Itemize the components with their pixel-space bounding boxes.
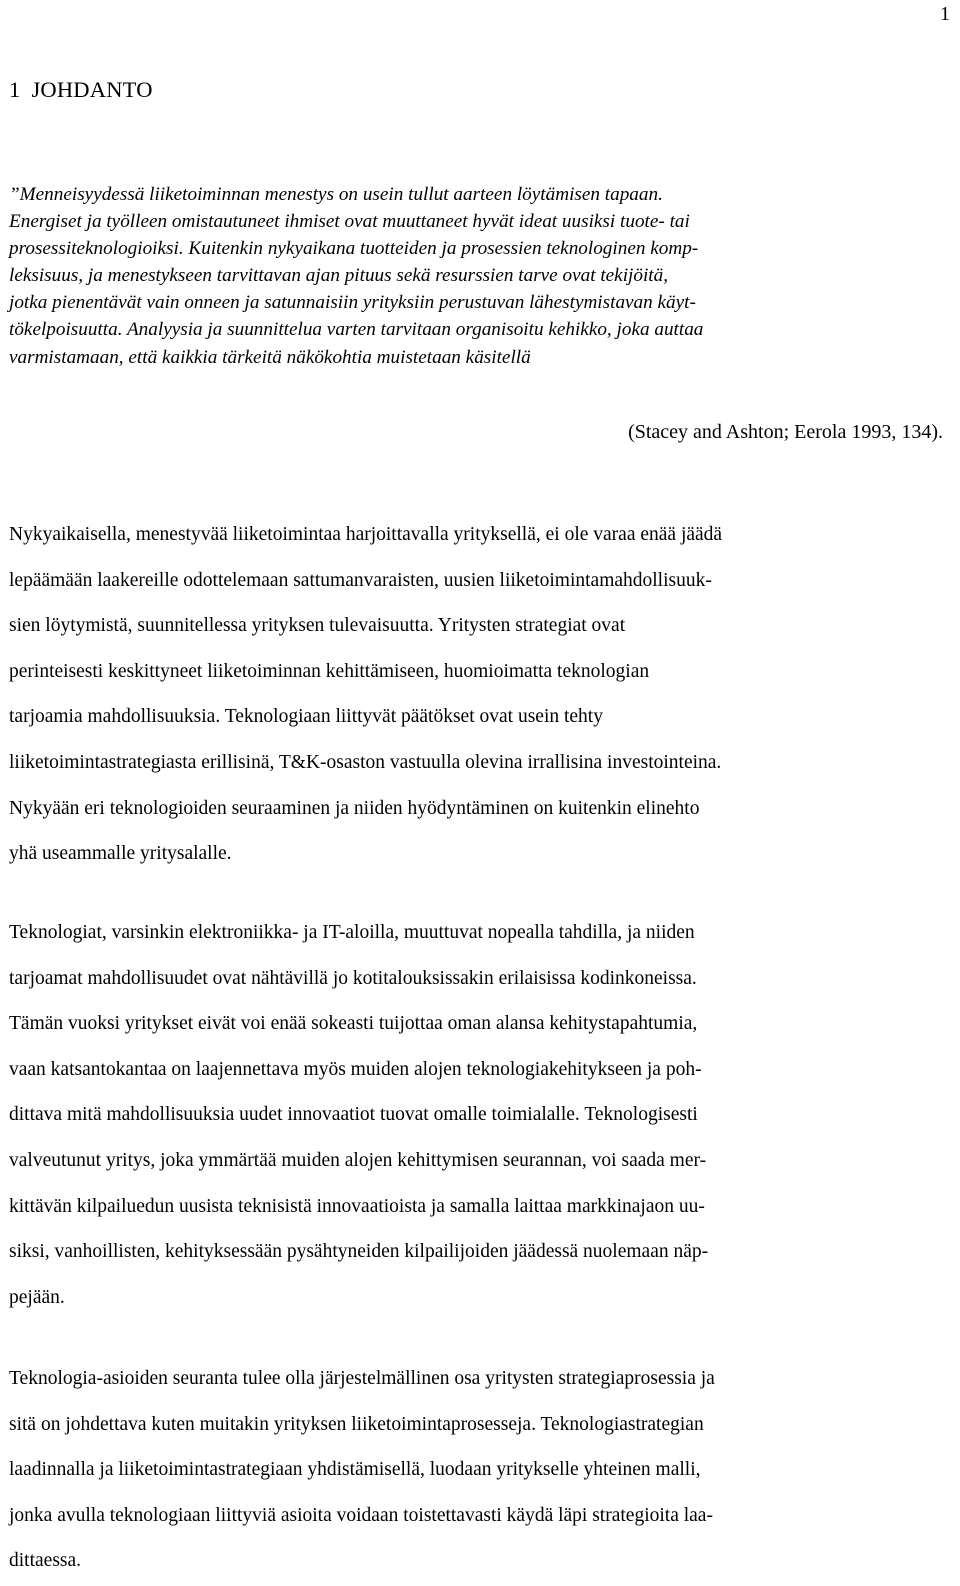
body-paragraph-2 [9, 910, 953, 1320]
body-paragraph-3 [9, 1356, 953, 1584]
paragraph-line: dittaessa. [9, 1550, 82, 1572]
paragraph-line: tarjoamia mahdollisuuksia. Teknologiaan liittyvät päätökset ovat usein tehty [9, 706, 603, 728]
quote-line: ”Menneisyydessä liiketoiminnan menestys on usein tullut aarteen löytämisen tapaan. [9, 184, 663, 205]
chapter-heading [9, 76, 153, 104]
paragraph-line: Tämän vuoksi yritykset eivät voi enää sokeasti tuijottaa oman alansa kehitystapahtumia, [9, 1013, 698, 1035]
paragraph-line: yhä useammalle yritysalalle. [9, 843, 232, 865]
quote-line: Energiset ja työlleen omistautuneet ihmiset ovat muuttaneet hyvät ideat uusiksi tuote- tai [9, 211, 690, 233]
paragraph-line: sitä on johdettava kuten muitakin yrityksen liiketoimintaprosesseja. Teknologiastrategian [9, 1413, 704, 1435]
quote-line: varmistamaan, että kaikkia tärkeitä näkökohtia muistetaan käsitellä [9, 346, 531, 368]
paragraph-line: Teknologia-asioiden seuranta tulee olla järjestelmällinen osa yritysten strategiaprosessia ja [9, 1368, 715, 1389]
quote-line: tökelpoisuutta. Analyysia ja suunnittelua varten tarvitaan organisoitu kehikko, joka auttaa [9, 319, 704, 341]
paragraph-line: lepäämään laakereille odottelemaan sattumanvaraisten, uusien liiketoimintamahdollisuuk- [9, 569, 712, 591]
paragraph-line: dittava mitä mahdollisuuksia uudet innovaatiot tuovat omalle toimialalle. Teknologisesti [9, 1104, 698, 1126]
chapter-title: JOHDANTO [31, 77, 153, 102]
paragraph-line: tarjoamat mahdollisuudet ovat nähtävillä jo kotitalouksissakin erilaisissa kodinkoneissa. [9, 967, 697, 989]
chapter-number: 1 [9, 77, 21, 102]
paragraph-line: jonka avulla teknologiaan liittyviä asioita voidaan toistettavasti käydä läpi strategioita laa- [9, 1504, 713, 1526]
paragraph-line: kittävän kilpailuedun uusista teknisistä innovaatioista ja samalla laittaa markkinajaon uu- [9, 1195, 705, 1217]
paragraph-line: perinteisesti keskittyneet liiketoiminnan kehittämiseen, huomioimatta teknologian [9, 660, 650, 682]
quote-line: leksisuus, ja menestykseen tarvittavan ajan pituus sekä resurssien tarve ovat tekijöitä, [9, 265, 668, 287]
paragraph-line: Nykyään eri teknologioiden seuraaminen ja niiden hyödyntäminen on kuitenkin elinehto [9, 797, 700, 819]
paragraph-line: vaan katsantokantaa on laajennettava myös muiden alojen teknologiakehitykseen ja poh- [9, 1058, 702, 1080]
quote-line: prosessiteknologioiksi. Kuitenkin nykyaikana tuotteiden ja prosessien teknologinen komp- [9, 238, 699, 260]
block-quote [9, 181, 953, 371]
page-number: 1 [940, 3, 950, 25]
quote-citation: (Stacey and Ashton; Eerola 1993, 134). [628, 421, 943, 443]
paragraph-line: pejään. [9, 1286, 65, 1308]
paragraph-line: sien löytymistä, suunnitellessa yrityksen tulevaisuutta. Yritysten strategiat ovat [9, 615, 626, 637]
paragraph-line: Nykyaikaisella, menestyvää liiketoimintaa harjoittavalla yrityksellä, ei ole varaa enää jäädä [9, 524, 723, 545]
paragraph-line: laadinnalla ja liiketoimintastrategiaan yhdistämisellä, luodaan yritykselle yhteinen malli, [9, 1459, 701, 1481]
paragraph-line: siksi, vanhoillisten, kehityksessään pysähtyneiden kilpailijoiden jäädessä nuolemaan näp- [9, 1241, 709, 1263]
paragraph-line: Teknologiat, varsinkin elektroniikka- ja IT-aloilla, muuttuvat nopealla tahdilla, ja niiden [9, 922, 695, 943]
paragraph-line: liiketoimintastrategiasta erillisinä, T&K-osaston vastuulla olevina irrallisina investointeina. [9, 751, 722, 773]
body-paragraph-1 [9, 512, 953, 877]
quote-line: jotka pienentävät vain onneen ja satunnaisiin yrityksiin perustuvan lähestymistavan käyt- [9, 292, 696, 314]
paragraph-line: valveutunut yritys, joka ymmärtää muiden alojen kehittymisen seurannan, voi saada mer- [9, 1149, 707, 1171]
